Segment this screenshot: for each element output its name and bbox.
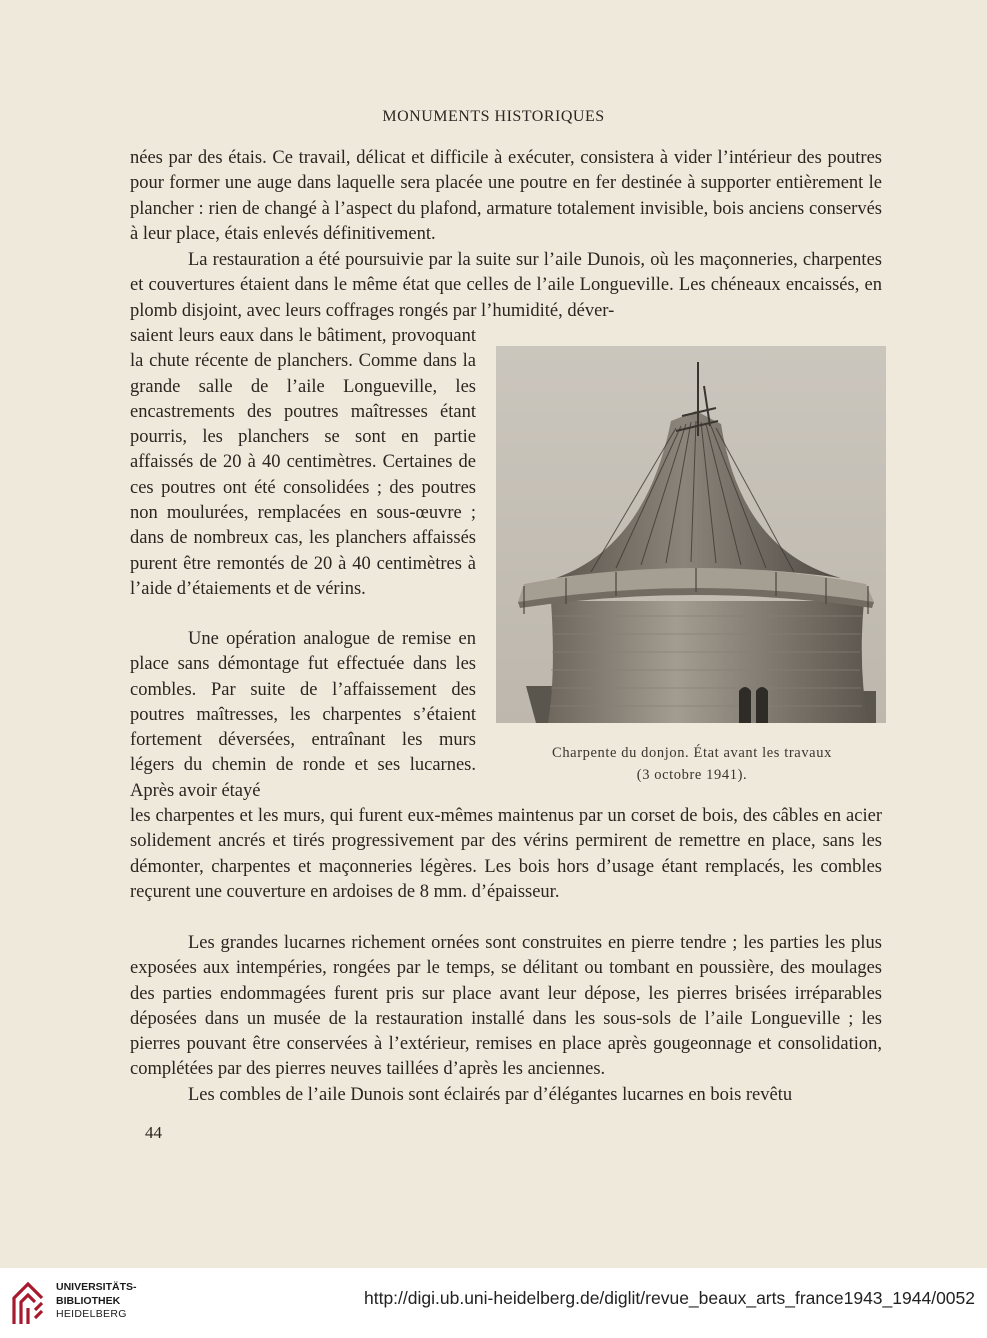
paragraph-1: nées par des étais. Ce travail, délicat et difficile à exécuter, consistera à vider l’intérieur des poutres pour former une auge dans laquelle sera placée une poutre en fer destinée à supporter entièrement le plancher : rien de changé à l’aspect du plafond, armature totalement invisible, bois anciens conservés à leur place, étais enlevés définitivement. xyxy=(130,148,882,244)
paragraph-3-full-width: les charpentes et les murs, qui furent eux-mêmes maintenus par un corset de bois, des câbles en acier solidement ancrés et tirés progressivement par des vérins permirent de remettre en place, sans les démonter, charpentes et maçonneries légères. Les bois hors d’usage étant remplacés, les combles reçurent une couverture en ardoises de 8 mm. d’épaisseur. xyxy=(130,806,882,902)
paragraph-5: Les combles de l’aile Dunois sont éclairés par d’élégantes lucarnes en bois revêtu xyxy=(188,1085,793,1105)
paragraph-2-beside-figure: saient leurs eaux dans le bâtiment, provoquant la chute récente de planchers. Comme dans la grande salle de l’aile Longueville, les encastrements des poutres maîtresses étant pourris, les planchers se sont en partie affaissés de 20 à 40 centimètres. Certaines de ces poutres ont été consolidées ; des poutres non moulurées, remplacées en sous-œuvre ; dans de nombreux cas, les planchers affaissés purent être remontés de 20 à 40 centimètres à l’aide d’étaiements et de vérins. xyxy=(130,326,476,599)
footer-bar xyxy=(0,1268,987,1338)
source-url-link[interactable]: http://digi.ub.uni-heidelberg.de/diglit/revue_beaux_arts_france1943_1944/0052 xyxy=(363,1288,975,1308)
paragraph-4: Les grandes lucarnes richement ornées sont construites en pierre tendre ; les parties les plus exposées aux intempéries, rongées par le temps, se délitant ou tombant en poussière, des moulages des parties endommagées furent pris sur place avant leur dépose, les pierres brisées irréparables déposées dans un musée de la restauration installé dans les sous-sols de l’aile Longueville ; les pierres pouvant être conservées à l’extérieur, remises en place après gougeonnage et consolidation, complétées par des pierres neuves taillées d’après les anciennes. xyxy=(130,933,882,1080)
figure-caption xyxy=(496,742,888,786)
paragraph-3-beside-figure: Une opération analogue de remise en place sans démontage fut effectuée dans les combles. Par suite de l’affaissement des poutres maîtresses, les charpentes s’étaient fortement déversées, entraînant les murs légers du chemin de ronde et ses lucarnes. Après avoir étayé xyxy=(130,629,476,801)
running-title: MONUMENTS HISTORIQUES xyxy=(382,108,605,125)
donjon-photograph xyxy=(496,346,886,723)
institution-line-1: UNIVERSITÄTS- xyxy=(56,1281,137,1293)
institution-line-3: HEIDELBERG xyxy=(56,1308,127,1320)
institution-name xyxy=(56,1281,137,1322)
paragraph-2-full-width: La restauration a été poursuivie par la suite sur l’aile Dunois, où les maçonneries, charpentes et couvertures étaient dans le même état que celles de l’aile Longueville. Les chéneaux encaissés, en plomb disjoint, avec leurs coffrages rongés par l’humidité, déver- xyxy=(130,250,882,321)
institution-line-2: BIBLIOTHEK xyxy=(56,1294,121,1307)
page-number: 44 xyxy=(145,1123,162,1142)
university-library-logo-icon[interactable] xyxy=(10,1280,46,1326)
caption-line-1: Charpente du donjon. État avant les travaux xyxy=(552,745,832,761)
caption-line-2: (3 octobre 1941). xyxy=(636,767,748,783)
